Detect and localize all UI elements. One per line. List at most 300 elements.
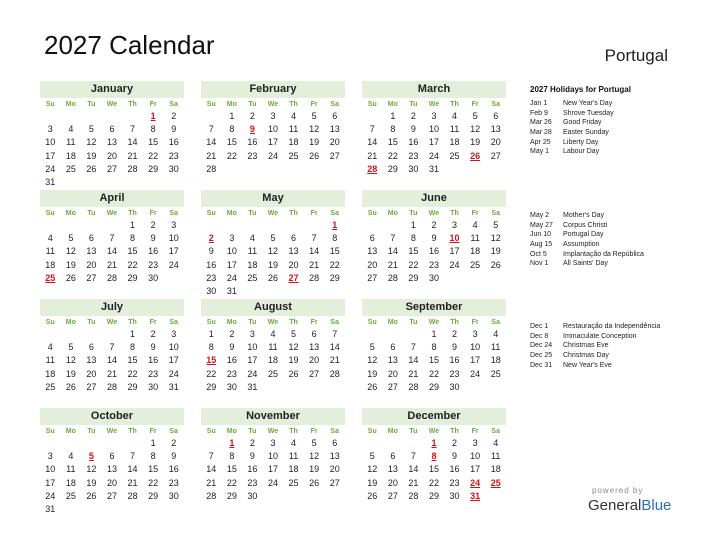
day-cell: 29 — [428, 490, 439, 501]
day-cell: 10 — [168, 342, 179, 353]
day-cell: 7 — [130, 124, 136, 135]
day-cell: 16 — [449, 355, 460, 366]
day-cell: 9 — [431, 233, 437, 244]
day-cell: 28 — [127, 163, 138, 174]
generalblue-logo[interactable] — [588, 497, 671, 514]
day-cell: 27 — [490, 150, 501, 161]
day-cell: 13 — [329, 451, 340, 462]
empty-cell — [304, 220, 325, 233]
empty-cell — [362, 438, 383, 451]
day-cell: 23 — [148, 368, 159, 379]
holiday-list-q1 — [530, 99, 710, 157]
day-cell: 15 — [127, 246, 138, 257]
holiday-date: Jun 10 — [530, 231, 552, 239]
empty-cell — [40, 438, 61, 451]
holiday-day: 10 — [449, 233, 460, 244]
empty-cell — [242, 220, 263, 233]
day-cell: 30 — [168, 490, 179, 501]
day-cell: 15 — [226, 464, 237, 475]
day-cell: 17 — [470, 355, 481, 366]
day-cell: 22 — [206, 368, 217, 379]
weekday-label: Tu — [87, 319, 96, 326]
day-cell: 4 — [472, 220, 478, 230]
holiday-row — [530, 138, 710, 148]
day-cell: 12 — [86, 137, 97, 148]
day-cell: 18 — [267, 355, 278, 366]
holiday-row — [530, 351, 710, 361]
day-cell: 15 — [226, 137, 237, 148]
day-cell: 16 — [247, 137, 258, 148]
day-cell: 7 — [410, 451, 416, 462]
day-cell: 12 — [309, 124, 320, 135]
day-cell: 11 — [288, 451, 299, 462]
day-cell: 5 — [68, 233, 74, 244]
day-cell: 2 — [150, 329, 156, 339]
day-cell: 18 — [65, 150, 76, 161]
weekday-label: Mo — [226, 319, 237, 326]
day-cell: 9 — [229, 342, 235, 353]
day-cell: 13 — [367, 246, 378, 257]
empty-cell — [122, 111, 143, 124]
day-cell: 26 — [309, 150, 320, 161]
day-cell: 6 — [311, 329, 317, 339]
day-cell: 27 — [86, 272, 97, 283]
powered-by-text: powered by — [592, 486, 644, 495]
holiday-row — [530, 230, 710, 240]
weekday-label: Tu — [409, 101, 418, 108]
day-cell: 16 — [226, 355, 237, 366]
day-cell: 20 — [86, 368, 97, 379]
day-cell: 23 — [449, 368, 460, 379]
day-cell: 20 — [367, 259, 378, 270]
day-cell: 31 — [168, 381, 179, 392]
day-cell: 4 — [270, 329, 276, 339]
day-cell: 2 — [249, 111, 255, 121]
day-cell: 21 — [367, 150, 378, 161]
day-cell: 7 — [410, 342, 416, 353]
day-cell: 26 — [86, 490, 97, 501]
day-cell: 15 — [148, 464, 159, 475]
weekday-label: Sa — [330, 210, 339, 217]
holiday-name: Restauração da Independência — [563, 323, 661, 330]
day-cell: 7 — [332, 329, 338, 339]
empty-cell — [61, 329, 82, 342]
day-cell: 1 — [150, 438, 156, 448]
weekday-row — [40, 316, 184, 329]
day-cell: 3 — [47, 124, 53, 135]
day-cell: 15 — [148, 137, 159, 148]
day-cell: 8 — [229, 124, 235, 135]
month-august — [201, 299, 345, 395]
weekday-label: We — [267, 210, 279, 217]
day-cell: 5 — [88, 124, 94, 135]
day-cell: 4 — [493, 329, 499, 339]
day-cell: 27 — [387, 381, 398, 392]
day-cell: 13 — [387, 464, 398, 475]
weekday-row — [362, 316, 506, 329]
holiday-date: Dec 31 — [530, 361, 553, 369]
day-cell: 3 — [229, 233, 235, 244]
day-cell: 29 — [226, 490, 237, 501]
day-cell: 14 — [106, 355, 117, 366]
day-cell: 12 — [65, 355, 76, 366]
day-cell: 9 — [452, 342, 458, 353]
day-cell: 12 — [367, 464, 378, 475]
day-cell: 18 — [470, 246, 481, 257]
month-header: October — [40, 408, 184, 425]
weekday-label: Th — [450, 101, 459, 108]
weekday-label: Fr — [149, 319, 157, 326]
weekday-label: Sa — [491, 319, 500, 326]
day-cell: 28 — [206, 163, 217, 174]
day-cell: 9 — [208, 246, 214, 257]
day-cell: 21 — [206, 477, 217, 488]
day-cell: 2 — [452, 329, 458, 339]
day-cell: 4 — [47, 342, 53, 353]
day-cell: 14 — [387, 246, 398, 257]
day-cell: 25 — [449, 150, 460, 161]
day-cell: 29 — [127, 381, 138, 392]
day-cell: 30 — [428, 272, 439, 283]
day-cell: 5 — [369, 342, 375, 353]
holiday-day: 15 — [206, 355, 217, 366]
day-cell: 14 — [408, 355, 419, 366]
holiday-date: Apr 25 — [530, 138, 551, 146]
empty-cell — [81, 329, 102, 342]
month-header: September — [362, 299, 506, 316]
day-cell: 3 — [270, 111, 276, 121]
holiday-date: Feb 9 — [530, 109, 548, 117]
day-cell: 15 — [127, 355, 138, 366]
holiday-day: 25 — [45, 272, 56, 283]
day-cell: 20 — [329, 464, 340, 475]
weekday-label: Mo — [65, 319, 76, 326]
day-cell: 10 — [247, 342, 258, 353]
day-cell: 5 — [472, 111, 478, 121]
weekday-label: Sa — [169, 428, 178, 435]
weekday-label: Fr — [149, 428, 157, 435]
holiday-name: Portugal Day — [563, 231, 604, 239]
empty-cell — [362, 220, 383, 233]
day-cell: 7 — [130, 451, 136, 462]
day-cell: 27 — [86, 381, 97, 392]
weekday-label: Sa — [330, 319, 339, 326]
day-cell: 4 — [493, 438, 499, 448]
weekday-label: Tu — [409, 428, 418, 435]
holiday-date: Dec 24 — [530, 342, 553, 350]
weekday-label: We — [428, 210, 440, 217]
day-cell: 3 — [431, 111, 437, 121]
day-cell: 9 — [171, 124, 177, 135]
empty-cell — [81, 220, 102, 233]
day-cell: 26 — [367, 490, 378, 501]
weekday-label: Mo — [65, 101, 76, 108]
weekday-label: Th — [128, 319, 137, 326]
day-cell: 2 — [150, 220, 156, 230]
day-cell: 13 — [86, 246, 97, 257]
weekday-label: Fr — [310, 210, 318, 217]
weekday-label: Th — [450, 319, 459, 326]
day-grid — [40, 111, 184, 190]
day-cell: 30 — [168, 163, 179, 174]
day-cell: 19 — [86, 477, 97, 488]
day-cell: 22 — [408, 259, 419, 270]
day-cell: 9 — [150, 233, 156, 244]
day-cell: 26 — [86, 163, 97, 174]
day-cell: 16 — [168, 464, 179, 475]
holiday-day: 31 — [470, 490, 481, 501]
day-cell: 22 — [226, 477, 237, 488]
brand-general: General — [588, 497, 642, 514]
empty-cell — [362, 329, 383, 342]
day-cell: 14 — [329, 342, 340, 353]
holiday-date: Oct 5 — [530, 250, 547, 258]
holiday-name: Easter Sunday — [563, 129, 609, 137]
weekday-label: Tu — [248, 101, 257, 108]
weekday-label: Mo — [387, 101, 398, 108]
month-april — [40, 190, 184, 286]
day-cell: 26 — [288, 368, 299, 379]
holiday-name: Assumption — [563, 241, 600, 249]
day-cell: 23 — [408, 150, 419, 161]
holiday-name: New Year's Eve — [563, 361, 612, 369]
day-cell: 26 — [65, 381, 76, 392]
day-cell: 16 — [168, 137, 179, 148]
day-cell: 19 — [309, 137, 320, 148]
weekday-label: We — [428, 101, 440, 108]
day-cell: 17 — [247, 355, 258, 366]
day-cell: 24 — [470, 368, 481, 379]
empty-cell — [222, 220, 243, 233]
day-cell: 31 — [428, 163, 439, 174]
weekday-label: Sa — [169, 210, 178, 217]
day-cell: 19 — [65, 259, 76, 270]
day-cell: 15 — [428, 355, 439, 366]
weekday-label: Mo — [387, 428, 398, 435]
holiday-row — [530, 147, 710, 157]
day-cell: 29 — [387, 163, 398, 174]
day-cell: 3 — [472, 438, 478, 448]
day-cell: 16 — [148, 355, 159, 366]
day-cell: 27 — [329, 150, 340, 161]
empty-cell — [40, 111, 61, 124]
day-cell: 5 — [270, 233, 276, 244]
day-cell: 21 — [408, 477, 419, 488]
day-cell: 11 — [66, 464, 76, 475]
day-cell: 7 — [208, 451, 214, 462]
holiday-row — [530, 322, 710, 332]
day-cell: 10 — [45, 464, 56, 475]
day-cell: 16 — [408, 137, 419, 148]
day-cell: 1 — [130, 220, 136, 230]
day-cell: 25 — [490, 368, 501, 379]
day-grid — [40, 329, 184, 395]
day-cell: 12 — [267, 246, 278, 257]
weekday-label: Sa — [491, 428, 500, 435]
weekday-label: We — [267, 319, 279, 326]
weekday-label: We — [106, 428, 118, 435]
weekday-label: Fr — [471, 210, 479, 217]
day-cell: 1 — [410, 220, 416, 230]
holiday-day: 5 — [88, 451, 94, 462]
day-cell: 3 — [452, 220, 458, 230]
holidays-title: 2027 Holidays for Portugal — [530, 85, 631, 94]
day-cell: 6 — [369, 233, 375, 244]
day-cell: 2 — [410, 111, 416, 121]
month-march — [362, 81, 506, 177]
weekday-label: Su — [206, 428, 216, 435]
weekday-label: We — [428, 428, 440, 435]
month-header: July — [40, 299, 184, 316]
weekday-label: Su — [45, 319, 55, 326]
day-cell: 21 — [206, 150, 217, 161]
holiday-name: Good Friday — [563, 119, 602, 127]
day-cell: 30 — [148, 381, 159, 392]
day-cell: 17 — [226, 259, 237, 270]
day-cell: 14 — [206, 464, 217, 475]
day-cell: 27 — [329, 477, 340, 488]
day-cell: 23 — [428, 259, 439, 270]
weekday-label: Fr — [471, 319, 479, 326]
day-cell: 22 — [226, 150, 237, 161]
day-cell: 12 — [490, 233, 501, 244]
weekday-label: Sa — [169, 319, 178, 326]
weekday-label: Su — [367, 101, 377, 108]
day-cell: 7 — [109, 342, 115, 353]
holiday-date: May 1 — [530, 148, 550, 156]
country-label: Portugal — [604, 46, 668, 65]
day-cell: 23 — [226, 368, 237, 379]
day-cell: 20 — [309, 355, 320, 366]
weekday-label: Sa — [330, 428, 339, 435]
day-cell: 22 — [148, 477, 159, 488]
month-header: April — [40, 190, 184, 207]
holiday-date: Jan 1 — [530, 100, 548, 107]
month-january — [40, 81, 184, 190]
day-cell: 6 — [88, 233, 94, 244]
day-cell: 21 — [106, 259, 117, 270]
day-cell: 2 — [249, 438, 255, 448]
holiday-name: Corpus Christi — [563, 221, 608, 229]
weekday-label: Mo — [65, 210, 76, 217]
weekday-label: We — [106, 210, 118, 217]
weekday-label: Th — [289, 428, 298, 435]
day-cell: 25 — [267, 368, 278, 379]
day-cell: 12 — [309, 451, 320, 462]
day-cell: 2 — [171, 111, 177, 121]
empty-cell — [201, 111, 222, 124]
holiday-date: Mar 26 — [530, 119, 552, 127]
day-cell: 28 — [408, 381, 419, 392]
weekday-label: Th — [289, 101, 298, 108]
day-cell: 11 — [45, 246, 55, 257]
day-cell: 24 — [226, 272, 237, 283]
day-cell: 19 — [65, 368, 76, 379]
weekday-label: Fr — [149, 210, 157, 217]
day-cell: 10 — [226, 246, 237, 257]
day-cell: 11 — [491, 451, 501, 462]
day-cell: 2 — [452, 438, 458, 448]
weekday-label: Fr — [310, 428, 318, 435]
holiday-day: 9 — [249, 124, 255, 135]
day-cell: 30 — [449, 490, 460, 501]
day-cell: 13 — [387, 355, 398, 366]
day-grid — [201, 111, 345, 177]
day-grid — [201, 329, 345, 395]
empty-cell — [61, 111, 82, 124]
day-cell: 4 — [68, 451, 74, 462]
day-cell: 25 — [45, 381, 56, 392]
day-cell: 24 — [168, 368, 179, 379]
day-grid — [362, 329, 506, 395]
day-cell: 10 — [428, 124, 439, 135]
day-cell: 9 — [171, 451, 177, 462]
holiday-name: New Year's Day — [563, 100, 613, 107]
empty-cell — [102, 329, 123, 342]
day-cell: 21 — [127, 477, 138, 488]
day-cell: 13 — [288, 246, 299, 257]
month-header: June — [362, 190, 506, 207]
day-cell: 30 — [148, 272, 159, 283]
day-cell: 3 — [171, 220, 177, 230]
day-cell: 10 — [168, 233, 179, 244]
weekday-label: Su — [206, 101, 216, 108]
holiday-row — [530, 240, 710, 250]
day-cell: 24 — [267, 477, 278, 488]
holiday-name: Christmas Eve — [563, 342, 609, 350]
day-cell: 24 — [267, 150, 278, 161]
weekday-label: We — [106, 319, 118, 326]
day-cell: 7 — [390, 233, 396, 244]
day-cell: 7 — [208, 124, 214, 135]
day-cell: 29 — [148, 490, 159, 501]
weekday-label: Mo — [226, 101, 237, 108]
month-july — [40, 299, 184, 395]
weekday-label: Fr — [149, 101, 157, 108]
day-cell: 24 — [45, 163, 56, 174]
day-cell: 27 — [387, 490, 398, 501]
day-cell: 6 — [109, 451, 115, 462]
month-header: March — [362, 81, 506, 98]
weekday-row — [201, 425, 345, 438]
empty-cell — [383, 438, 404, 451]
weekday-label: Mo — [387, 319, 398, 326]
day-cell: 20 — [490, 137, 501, 148]
weekday-label: Tu — [248, 319, 257, 326]
holiday-day: 2 — [208, 233, 214, 244]
month-june — [362, 190, 506, 286]
weekday-row — [201, 207, 345, 220]
day-cell: 18 — [288, 137, 299, 148]
holiday-date: Dec 8 — [530, 332, 549, 340]
holiday-name: Mother's Day — [563, 212, 605, 219]
holiday-name: Shrove Tuesday — [563, 109, 614, 117]
day-cell: 6 — [332, 111, 338, 121]
page-title: 2027 Calendar — [44, 30, 215, 60]
day-cell: 17 — [267, 464, 278, 475]
day-cell: 26 — [367, 381, 378, 392]
day-cell: 24 — [449, 259, 460, 270]
day-cell: 15 — [329, 246, 340, 257]
day-grid — [40, 438, 184, 517]
day-cell: 15 — [408, 246, 419, 257]
day-grid — [362, 111, 506, 177]
day-cell: 23 — [247, 150, 258, 161]
day-cell: 23 — [449, 477, 460, 488]
holiday-name: Immaculate Conception — [563, 332, 637, 340]
day-cell: 22 — [387, 150, 398, 161]
day-cell: 26 — [267, 272, 278, 283]
